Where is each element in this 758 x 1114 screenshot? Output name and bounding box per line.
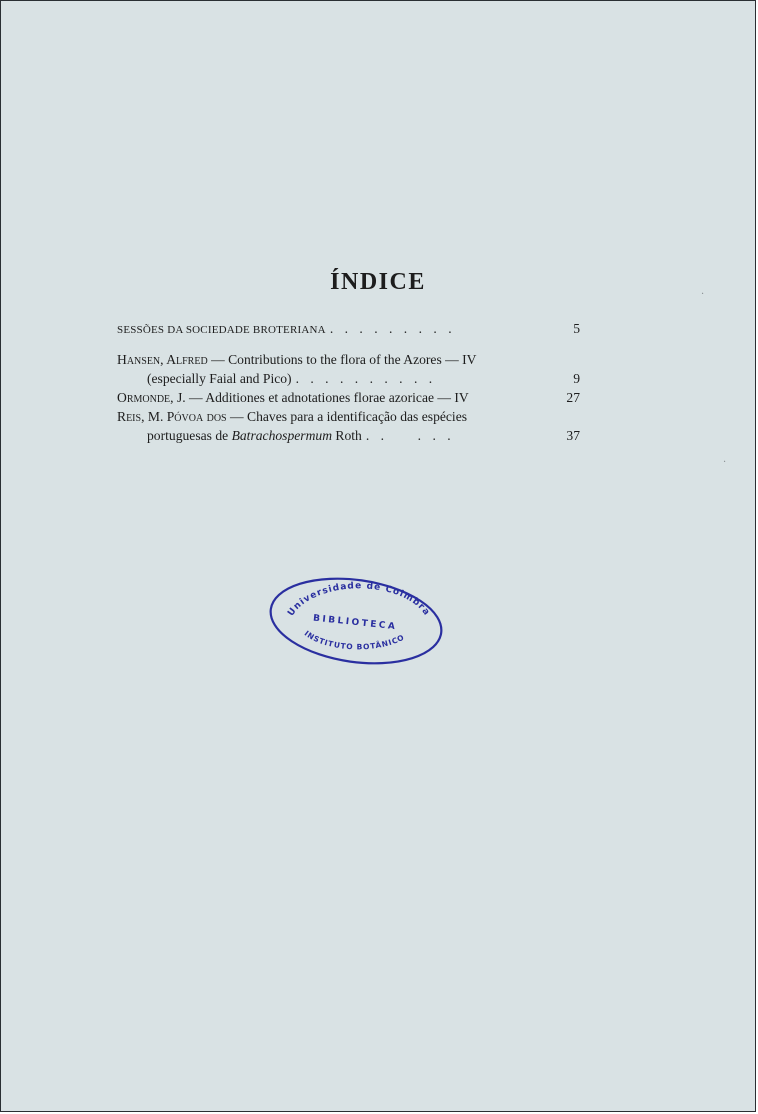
toc-leader-dots: . . . . . . . . . . <box>295 371 437 386</box>
stamp-middle-text: BIBLIOTECA <box>312 613 398 633</box>
toc-entry-reis <box>117 407 580 445</box>
page-title: ÍNDICE <box>330 269 426 295</box>
toc-entry-subtitle: (especially Faial and Pico) <box>147 371 292 386</box>
toc-entry-authority: Roth <box>332 428 362 443</box>
toc-entry-ormonde <box>117 388 580 407</box>
toc-leader-dots: . . . . . . . . . <box>329 321 456 336</box>
toc-entry-sessoes <box>117 319 580 340</box>
toc-entry-hansen <box>117 350 580 388</box>
toc-author: Reis, M. Póvoa dos <box>117 409 227 424</box>
stamp-top-text: Universidade de Coimbra <box>286 581 432 619</box>
paper-speck: · <box>701 289 705 300</box>
toc-page-number: 27 <box>566 390 580 405</box>
toc-author: Hansen, Alfred <box>117 352 208 367</box>
stamp-bottom-text: INSTITUTO BOTÂNICO <box>302 628 406 652</box>
svg-text:Universidade de Coimbra <box>286 581 432 618</box>
toc-entry-title: — Additiones et adnotationes florae azoricae — IV <box>185 390 469 405</box>
toc-page-number: 9 <box>573 371 580 386</box>
toc-entry-title: — Contributions to the flora of the Azores — IV <box>207 352 477 367</box>
paper-speck: · <box>723 457 727 468</box>
toc-leader-dots: . . . . . <box>365 428 455 443</box>
toc-entry-title: — Chaves para a identificação das espécies <box>226 409 468 424</box>
toc-entry-subtitle: portuguesas de <box>147 428 232 443</box>
library-stamp <box>267 575 445 667</box>
toc-page-number: 37 <box>566 428 580 443</box>
svg-text:INSTITUTO BOTÂNICO <box>303 629 406 652</box>
toc-author: Ormonde, J. <box>117 390 186 405</box>
toc-entry-title: SESSÕES DA SOCIEDADE BROTERIANA <box>117 324 326 336</box>
table-of-contents <box>117 319 580 445</box>
toc-entry-genus: Batrachospermum <box>231 428 333 443</box>
toc-page-number: 5 <box>573 321 580 336</box>
